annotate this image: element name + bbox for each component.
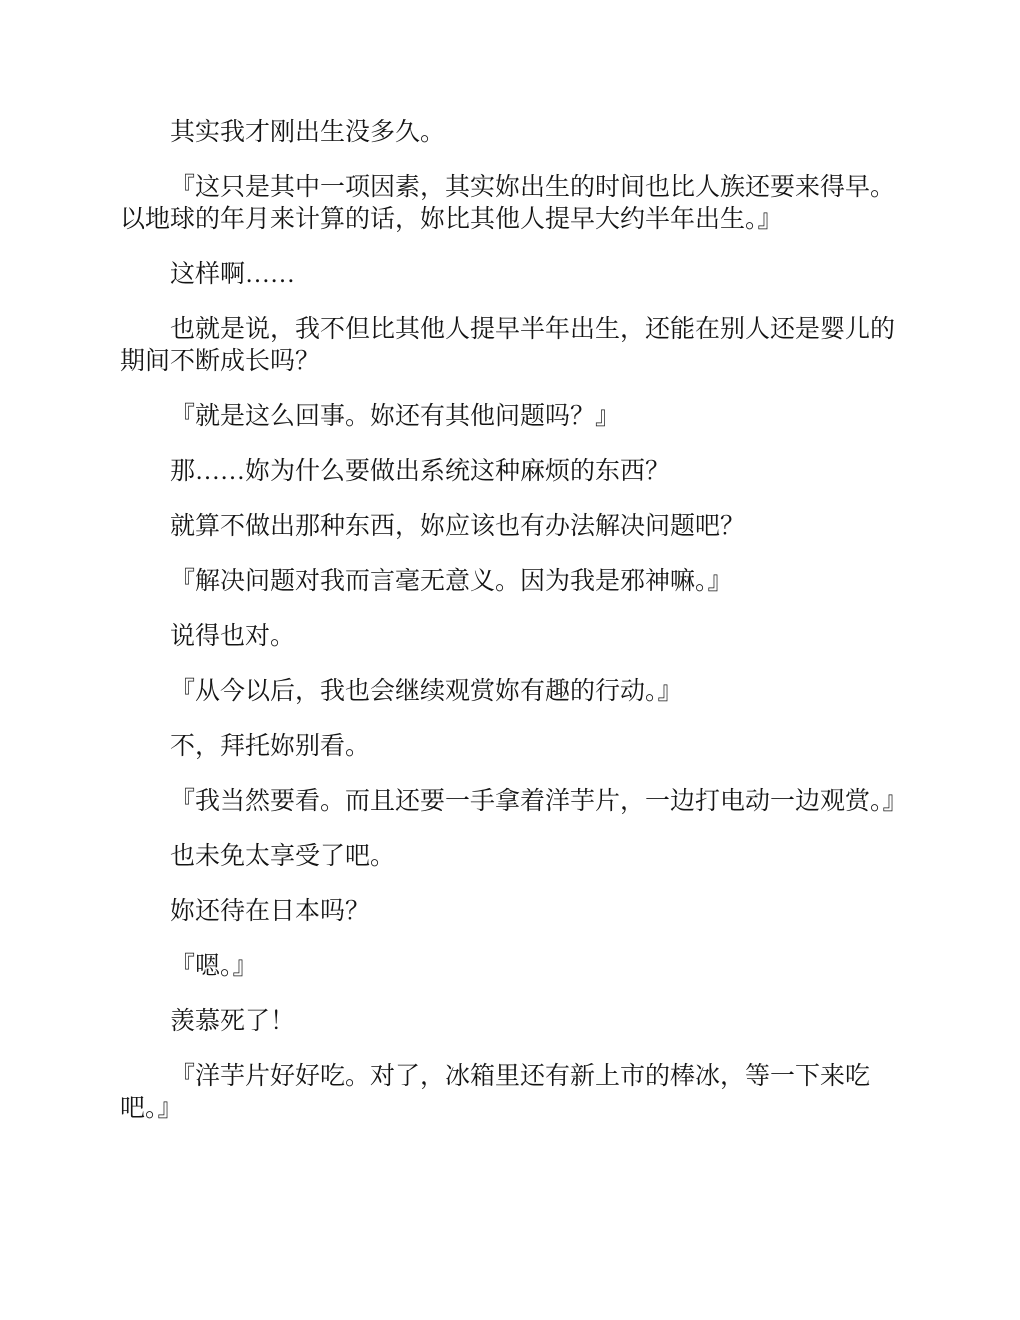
paragraph: 羡慕死了！ (170, 1008, 296, 1035)
paragraph: 也就是说，我不但比其他人提早半年出生，还能在别人还是婴儿的期间不断成长吗？ (120, 316, 896, 375)
paragraph: 就算不做出那种东西，妳应该也有办法解决问题吧？ (170, 513, 746, 540)
paragraph: 这样啊…… (170, 261, 296, 288)
paragraph: 『嗯。』 (170, 953, 258, 980)
text-content (120, 117, 908, 1125)
paragraph: 其实我才刚出生没多久。 (170, 119, 446, 146)
paragraph: 『我当然要看。而且还要一手拿着洋芋片，一边打电动一边观赏。』 (170, 788, 908, 815)
paragraph: 『洋芋片好好吃。对了，冰箱里还有新上市的棒冰，等一下来吃吧。』 (120, 1063, 871, 1122)
paragraph: 『解决问题对我而言毫无意义。因为我是邪神嘛。』 (170, 568, 733, 595)
paragraph: 那……妳为什么要做出系统这种麻烦的东西？ (170, 458, 671, 485)
paragraph: 『从今以后，我也会继续观赏妳有趣的行动。』 (170, 678, 683, 705)
paragraph: 『就是这么回事。妳还有其他问题吗？』 (170, 403, 621, 430)
paragraph: 也未免太享受了吧。 (170, 843, 396, 870)
paragraph: 不，拜托妳别看。 (170, 733, 371, 760)
paragraph: 妳还待在日本吗？ (170, 898, 371, 925)
paragraph: 说得也对。 (170, 623, 296, 650)
paragraph: 『这只是其中一项因素，其实妳出生的时间也比人族还要来得早。以地球的年月来计算的话，妳比其他人提早大约半年出生。』 (120, 174, 896, 233)
